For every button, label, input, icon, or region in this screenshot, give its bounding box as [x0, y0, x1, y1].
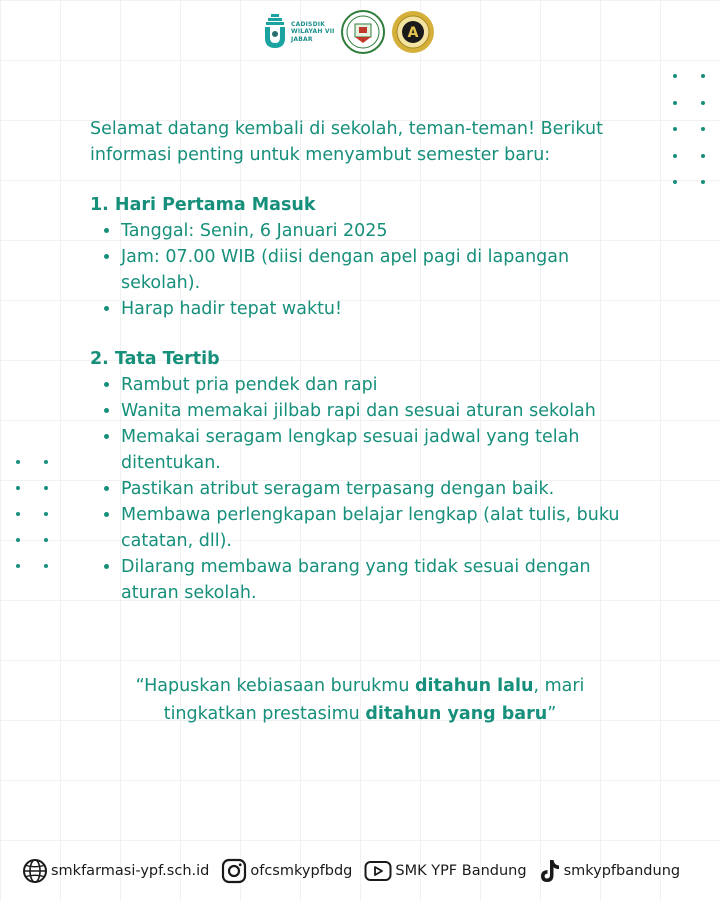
youtube-icon [364, 860, 392, 882]
cadisdik-text [291, 21, 335, 44]
list-item: • Harap hadir tepat waktu! [121, 296, 650, 322]
instagram-link[interactable] [221, 858, 352, 884]
intro-line-1: Selamat datang kembali di sekolah, teman-teman! Berikut [90, 119, 603, 139]
motivational-quote [0, 672, 720, 728]
tiktok-label: smkypfbandung [563, 863, 681, 879]
globe-icon [22, 858, 48, 884]
youtube-label: SMK YPF Bandung [395, 863, 527, 879]
website-link[interactable] [22, 858, 209, 884]
first-day-list [90, 218, 650, 322]
dot-grid-left [16, 460, 48, 568]
cadisdik-emblem-icon [262, 13, 288, 51]
list-item: • Tanggal: Senin, 6 Januari 2025 [121, 218, 650, 244]
quote-bold: ditahun yang baru [365, 704, 548, 724]
intro-line-2: informasi penting untuk menyambut semester baru: [90, 145, 551, 165]
accreditation-a-icon [391, 10, 435, 54]
list-item: • Dilarang membawa barang yang tidak sesuai dengan aturan sekolah. [121, 554, 650, 606]
accreditation-letter: A [407, 25, 418, 41]
intro-text [90, 116, 650, 168]
tiktok-icon [539, 858, 561, 884]
cadisdik-line-2: WILAYAH VII [291, 28, 335, 36]
list-item: • Jam: 07.00 WIB (diisi dengan apel pagi di lapangan sekolah). [121, 244, 650, 296]
list-item: • Pastikan atribut seragam terpasang dengan baik. [121, 476, 650, 502]
quote-part: “Hapuskan kebiasaan burukmu [135, 676, 416, 696]
quote-part: , mari [533, 676, 585, 696]
list-item: • Membawa perlengkapan belajar lengkap (alat tulis, buku catatan, dll). [121, 502, 650, 554]
section-title-first-day: 1. Hari Pertama Masuk [90, 195, 316, 215]
tiktok-link[interactable] [539, 858, 681, 884]
quote-part: tingkatkan prestasimu [163, 704, 366, 724]
list-item: • Memakai seragam lengkap sesuai jadwal yang telah ditentukan. [121, 424, 650, 476]
quote-part: ” [547, 704, 557, 724]
cadisdik-line-1: CADISDIK [291, 20, 326, 28]
dot-grid-right [673, 74, 705, 184]
instagram-label: ofcsmkypfbdg [250, 863, 353, 879]
announcement-body [90, 116, 650, 606]
header-logos [262, 10, 435, 54]
list-item: • Rambut pria pendek dan rapi [121, 372, 650, 398]
section-title-rules: 2. Tata Tertib [90, 349, 220, 369]
quote-bold: ditahun lalu [415, 676, 534, 696]
list-item: • Wanita memakai jilbab rapi dan sesuai aturan sekolah [121, 398, 650, 424]
cadisdik-logo [262, 13, 335, 51]
cadisdik-line-3: JABAR [291, 35, 313, 43]
rules-list [90, 372, 650, 606]
instagram-icon [221, 858, 247, 884]
footer-socials [22, 858, 680, 884]
website-label: smkfarmasi-ypf.sch.id [51, 863, 210, 879]
youtube-link[interactable] [364, 860, 526, 882]
school-crest-icon [341, 10, 385, 54]
